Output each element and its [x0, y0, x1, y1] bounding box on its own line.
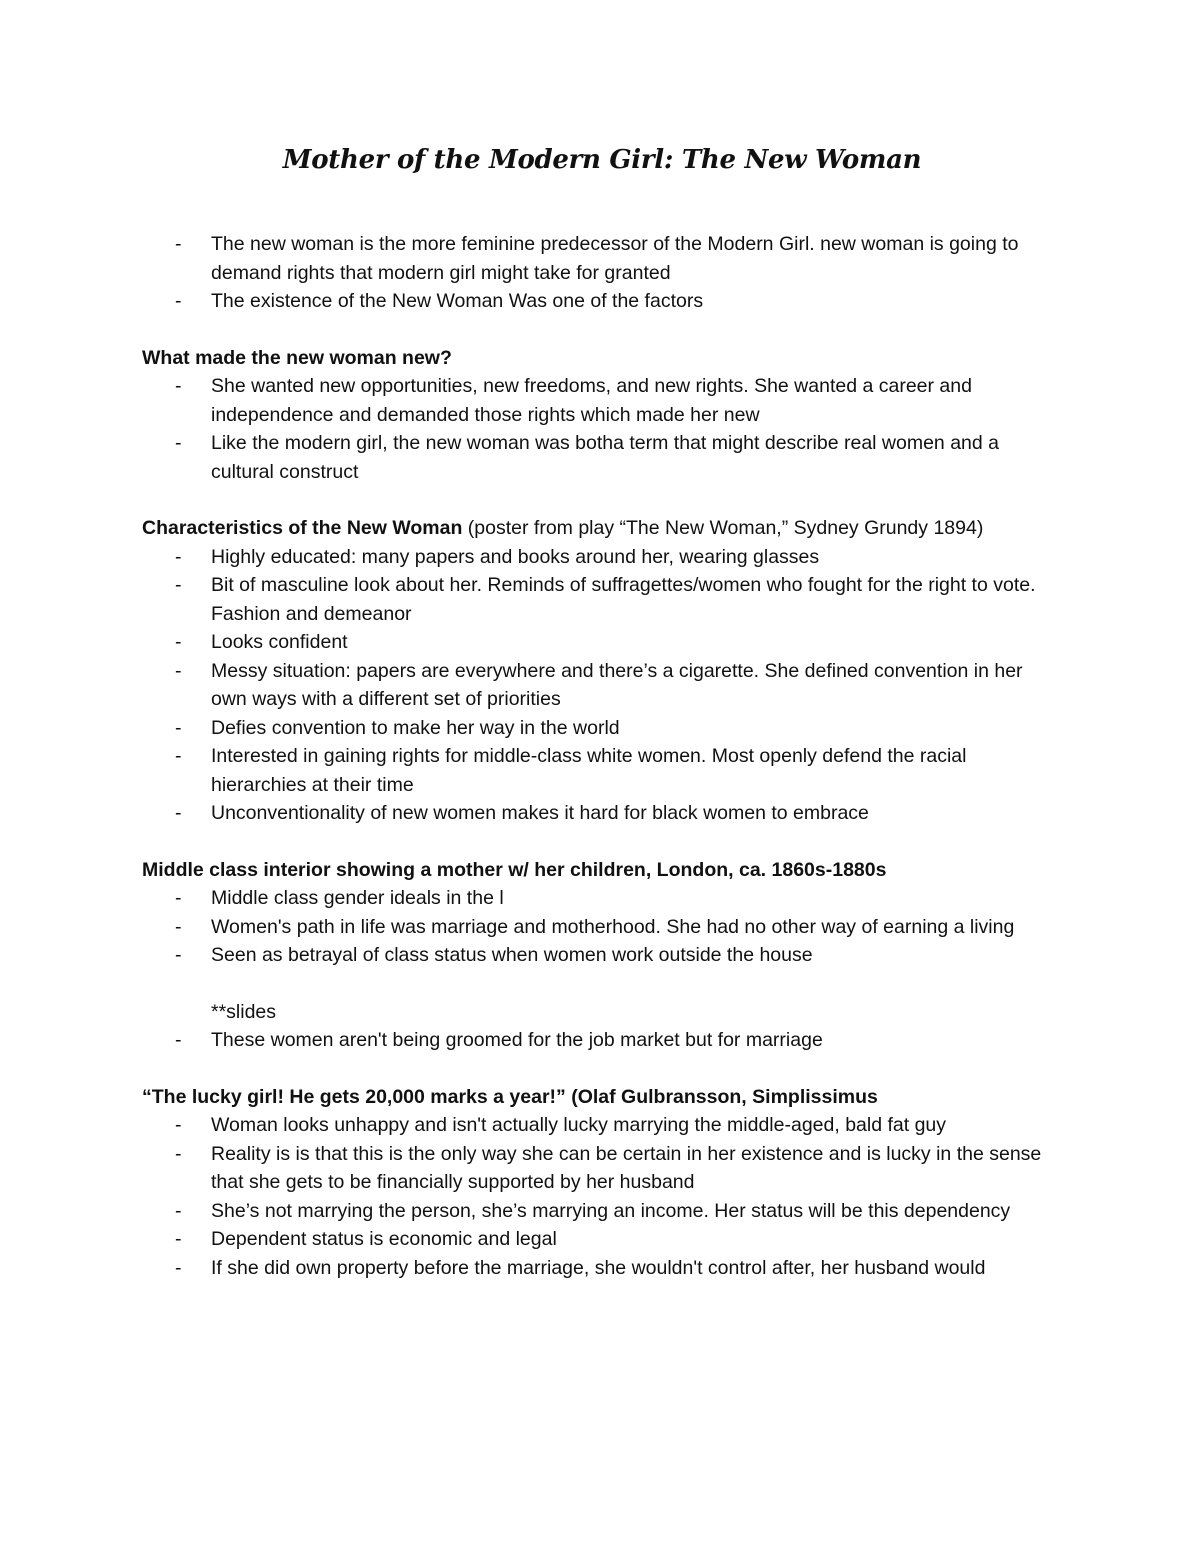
intro-list	[142, 230, 1062, 316]
list-item	[142, 1111, 1062, 1140]
list-item	[142, 230, 1062, 287]
list-item-text: Seen as betrayal of class status when women work outside the house	[211, 944, 813, 966]
dash-bullet: -	[175, 1114, 182, 1136]
list-item	[142, 571, 1062, 628]
dash-bullet: -	[175, 432, 182, 454]
dash-bullet: -	[175, 1199, 182, 1222]
dash-bullet: -	[175, 716, 182, 739]
dash-bullet: -	[175, 545, 182, 568]
list-item-text: These women aren't being groomed for the job market but for marriage	[211, 1029, 823, 1051]
list-item-text: The new woman is the more feminine predecessor of the Modern Girl. new woman is going to demand rights that modern girl might take for granted	[211, 233, 1019, 284]
list-item	[142, 543, 1062, 572]
list-item	[142, 628, 1062, 657]
section-heading-text: “The lucky girl! He gets 20,000 marks a year!” (Olaf Gulbransson, Simplissimus	[142, 1085, 878, 1108]
section-heading-text: Middle class interior showing a mother w/ her children, London, ca. 1860s-1880s	[142, 858, 887, 881]
section-heading	[142, 514, 1062, 543]
list-item	[142, 799, 1062, 828]
section-heading-text: What made the new woman new?	[142, 346, 452, 369]
list-item	[142, 884, 1062, 913]
dash-bullet: -	[175, 1142, 182, 1165]
list-item-text: Like the modern girl, the new woman was botha term that might describe real women and a cultural construct	[211, 432, 999, 483]
section-list	[142, 543, 1062, 828]
dash-bullet: -	[175, 659, 182, 682]
dash-bullet: -	[175, 375, 182, 397]
list-item-text: Looks confident	[211, 631, 348, 653]
spacer	[142, 1055, 1062, 1083]
list-item-text: Interested in gaining rights for middle-class white women. Most openly defend the racial hierarchies at their time	[211, 745, 967, 796]
list-item-text: Messy situation: papers are everywhere and there’s a cigarette. She defined convention in her own ways with a different set of priorities	[211, 659, 1023, 710]
list-item-text: Defies convention to make her way in the world	[211, 716, 620, 739]
section-heading	[142, 344, 1062, 373]
dash-bullet: -	[175, 944, 182, 966]
list-item-text: Woman looks unhappy and isn't actually lucky marrying the middle-aged, bald fat guy	[211, 1114, 947, 1136]
dash-bullet: -	[175, 802, 182, 824]
section-heading-note: (poster from play “The New Woman,” Sydney Grundy 1894)	[462, 517, 984, 539]
list-item	[142, 657, 1062, 714]
list-item	[142, 742, 1062, 799]
section-heading	[142, 1083, 1062, 1112]
list-item-text: She wanted new opportunities, new freedoms, and new rights. She wanted a career and independence and demanded those rights which made her new	[211, 375, 972, 426]
dash-bullet: -	[175, 631, 182, 653]
list-item-text: The existence of the New Woman Was one of the factors	[211, 290, 704, 312]
section-list	[142, 1111, 1062, 1282]
list-item	[142, 941, 1062, 970]
dash-bullet: -	[175, 887, 182, 909]
list-item-text: Highly educated: many papers and books around her, wearing glasses	[211, 545, 820, 568]
list-item	[142, 372, 1062, 429]
spacer	[142, 828, 1062, 856]
section-heading-text: Characteristics of the New Woman	[142, 517, 463, 539]
document-page	[142, 138, 1062, 1282]
list-item-text: Unconventionality of new women makes it hard for black women to embrace	[211, 802, 869, 824]
list-item	[142, 1225, 1062, 1254]
section-heading	[142, 856, 1062, 885]
list-item	[142, 913, 1062, 942]
section-list	[142, 372, 1062, 486]
dash-bullet: -	[175, 915, 182, 938]
list-item	[142, 714, 1062, 743]
dash-bullet: -	[175, 1256, 182, 1279]
dash-bullet: -	[175, 1029, 182, 1051]
spacer	[142, 970, 1062, 998]
dash-bullet: -	[175, 233, 182, 255]
slides-note: **slides	[211, 1000, 277, 1023]
spacer	[142, 486, 1062, 514]
list-item-text: If she did own property before the marriage, she wouldn't control after, her husband would	[211, 1256, 986, 1279]
list-item	[142, 1197, 1062, 1226]
list-item	[142, 1254, 1062, 1283]
list-item-text: Bit of masculine look about her. Reminds of suffragettes/women who fought for the right to vote. Fashion and demeanor	[211, 574, 1036, 625]
list-item	[142, 1140, 1062, 1197]
list-item	[142, 1026, 1062, 1055]
list-item-text: Middle class gender ideals in the l	[211, 887, 504, 909]
list-item-text: Women's path in life was marriage and motherhood. She had no other way of earning a living	[211, 915, 1015, 938]
list-item-text: Dependent status is economic and legal	[211, 1228, 557, 1250]
list-item-text: Reality is is that this is the only way she can be certain in her existence and is lucky in the sense that she gets to be financially supported by her husband	[211, 1142, 1042, 1193]
page-title: Mother of the Modern Girl: The New Woman	[282, 145, 922, 175]
dash-bullet: -	[175, 574, 182, 596]
section-list	[142, 1026, 1062, 1055]
dash-bullet: -	[175, 745, 182, 767]
list-item-text: She’s not marrying the person, she’s marrying an income. Her status will be this dependency	[211, 1199, 1011, 1222]
list-item	[142, 429, 1062, 486]
list-item	[142, 287, 1062, 316]
dash-bullet: -	[175, 290, 182, 312]
dash-bullet: -	[175, 1228, 182, 1250]
section-list	[142, 884, 1062, 970]
spacer	[142, 316, 1062, 344]
